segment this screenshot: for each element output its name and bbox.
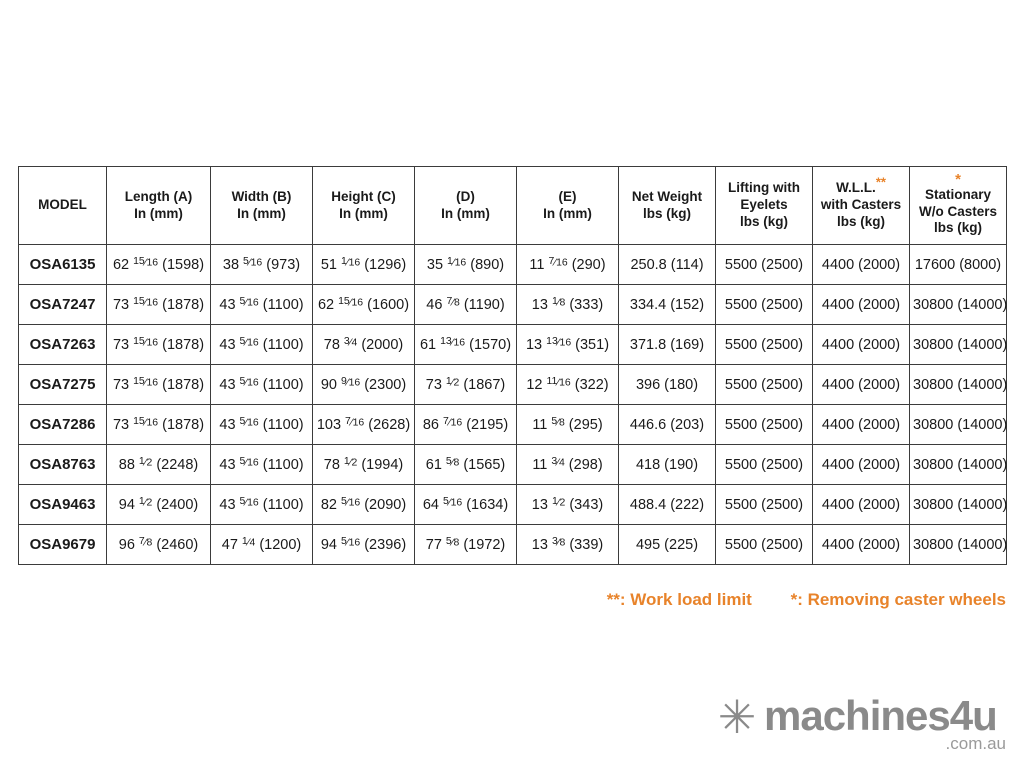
cell-e: 12 $^{11}$⁄16 (322) [517, 365, 619, 405]
table-row [19, 245, 1007, 285]
cell-length: 62 $^{15}$⁄16 (1598) [107, 245, 211, 285]
cell-net-weight: 495 (225) [619, 525, 716, 565]
header-line: Net Weight [631, 188, 703, 204]
header-line: W.L.L.** [836, 174, 886, 196]
column-header-stationary [910, 167, 1007, 245]
table-row [19, 365, 1007, 405]
cell-length: 88 $^1$⁄2 (2248) [107, 445, 211, 485]
cell-length: 96 $^7$⁄8 (2460) [107, 525, 211, 565]
cell-model: OSA7286 [19, 405, 107, 445]
column-header-wll-casters [813, 167, 910, 245]
cell-wll-casters: 4400 (2000) [813, 245, 910, 285]
cell-length: 73 $^{15}$⁄16 (1878) [107, 365, 211, 405]
cell-lifting-eyelets: 5500 (2500) [716, 445, 813, 485]
cell-wll-casters: 4400 (2000) [813, 405, 910, 445]
cell-net-weight: 488.4 (222) [619, 485, 716, 525]
cell-height: 103 $^7$⁄16 (2628) [313, 405, 415, 445]
cell-stationary: 30800 (14000) [910, 405, 1007, 445]
cell-length: 73 $^{15}$⁄16 (1878) [107, 405, 211, 445]
cell-width: 43 $^5$⁄16 (1100) [211, 405, 313, 445]
cell-d: 61 $^5$⁄8 (1565) [415, 445, 517, 485]
column-header-model [19, 167, 107, 245]
header-line: In (mm) [339, 205, 388, 221]
cell-height: 90 $^9$⁄16 (2300) [313, 365, 415, 405]
cell-height: 78 $^3$⁄4 (2000) [313, 325, 415, 365]
cell-model: OSA9679 [19, 525, 107, 565]
header-line: Lifting with [728, 180, 800, 196]
cell-net-weight: 334.4 (152) [619, 285, 716, 325]
column-header-net-weight [619, 167, 716, 245]
cell-model: OSA6135 [19, 245, 107, 285]
table-row [19, 445, 1007, 485]
cell-net-weight: 371.8 (169) [619, 325, 716, 365]
cell-width: 43 $^5$⁄16 (1100) [211, 445, 313, 485]
cell-height: 78 $^1$⁄2 (1994) [313, 445, 415, 485]
cell-model: OSA7263 [19, 325, 107, 365]
cell-d: 86 $^7$⁄16 (2195) [415, 405, 517, 445]
cell-net-weight: 446.6 (203) [619, 405, 716, 445]
header-line: with Casters [820, 197, 902, 213]
column-header-length [107, 167, 211, 245]
cell-e: 13 $^1$⁄2 (343) [517, 485, 619, 525]
cell-wll-casters: 4400 (2000) [813, 325, 910, 365]
header-line: (D) [456, 188, 475, 204]
header-line: Eyelets [740, 197, 788, 213]
table-row [19, 485, 1007, 525]
footnote-removing-caster-wheels: *: Removing caster wheels [790, 590, 1006, 609]
cell-height: 51 $^1$⁄16 (1296) [313, 245, 415, 285]
cell-stationary: 30800 (14000) [910, 325, 1007, 365]
header-line: MODEL [38, 197, 87, 213]
cell-stationary: 17600 (8000) [910, 245, 1007, 285]
cell-wll-casters: 4400 (2000) [813, 365, 910, 405]
header-line: Stationary [924, 186, 992, 202]
header-line: lbs (kg) [642, 205, 691, 221]
cell-net-weight: 250.8 (114) [619, 245, 716, 285]
header-line: In (mm) [441, 205, 490, 221]
header-line: Width (B) [231, 188, 292, 204]
cell-wll-casters: 4400 (2000) [813, 445, 910, 485]
header-line: Height (C) [331, 188, 396, 204]
cell-d: 46 $^7$⁄8 (1190) [415, 285, 517, 325]
header-line: In (mm) [237, 205, 286, 221]
cell-lifting-eyelets: 5500 (2500) [716, 485, 813, 525]
cell-lifting-eyelets: 5500 (2500) [716, 405, 813, 445]
logo-domain: .com.au [945, 734, 1006, 753]
cell-model: OSA7275 [19, 365, 107, 405]
cell-e: 11 $^7$⁄16 (290) [517, 245, 619, 285]
header-line: lbs (kg) [739, 213, 788, 229]
table-header-row [19, 167, 1007, 245]
header-line: In (mm) [134, 205, 183, 221]
header-line: lbs (kg) [836, 213, 885, 229]
column-header-d [415, 167, 517, 245]
table-row [19, 525, 1007, 565]
cell-e: 11 $^3$⁄4 (298) [517, 445, 619, 485]
cell-length: 73 $^{15}$⁄16 (1878) [107, 285, 211, 325]
column-header-lifting-eyelets [716, 167, 813, 245]
table-body [19, 245, 1007, 565]
footnote-marker-double-star: ** [875, 174, 886, 190]
cell-model: OSA9463 [19, 485, 107, 525]
column-header-e [517, 167, 619, 245]
cell-width: 47 $^1$⁄4 (1200) [211, 525, 313, 565]
cell-lifting-eyelets: 5500 (2500) [716, 245, 813, 285]
header-line: (E) [558, 188, 577, 204]
cell-wll-casters: 4400 (2000) [813, 285, 910, 325]
cell-length: 94 $^1$⁄2 (2400) [107, 485, 211, 525]
cell-lifting-eyelets: 5500 (2500) [716, 325, 813, 365]
cell-d: 61 $^{13}$⁄16 (1570) [415, 325, 517, 365]
cell-net-weight: 418 (190) [619, 445, 716, 485]
footnote-work-load-limit: **: Work load limit [606, 590, 752, 609]
header-line: In (mm) [543, 205, 592, 221]
cell-width: 43 $^5$⁄16 (1100) [211, 365, 313, 405]
cell-lifting-eyelets: 5500 (2500) [716, 365, 813, 405]
cell-d: 73 $^1$⁄2 (1867) [415, 365, 517, 405]
asterisk-icon: ✳ [717, 690, 757, 744]
cell-width: 38 $^5$⁄16 (973) [211, 245, 313, 285]
specifications-table [18, 166, 1007, 565]
cell-length: 73 $^{15}$⁄16 (1878) [107, 325, 211, 365]
table-row [19, 325, 1007, 365]
table-header [19, 167, 1007, 245]
logo-wordmark: machines4u [764, 692, 997, 739]
cell-d: 35 $^1$⁄16 (890) [415, 245, 517, 285]
table-row [19, 285, 1007, 325]
cell-stationary: 30800 (14000) [910, 525, 1007, 565]
cell-height: 82 $^5$⁄16 (2090) [313, 485, 415, 525]
cell-wll-casters: 4400 (2000) [813, 525, 910, 565]
header-line: Length (A) [124, 188, 193, 204]
cell-lifting-eyelets: 5500 (2500) [716, 285, 813, 325]
column-header-height [313, 167, 415, 245]
column-header-width [211, 167, 313, 245]
cell-stationary: 30800 (14000) [910, 365, 1007, 405]
cell-width: 43 $^5$⁄16 (1100) [211, 485, 313, 525]
machines4u-logo[interactable] [716, 690, 1008, 756]
cell-width: 43 $^5$⁄16 (1100) [211, 285, 313, 325]
spec-table-container [18, 166, 1006, 565]
cell-model: OSA8763 [19, 445, 107, 485]
header-line: W/o Casters [918, 203, 998, 219]
table-row [19, 405, 1007, 445]
cell-e: 13 $^3$⁄8 (339) [517, 525, 619, 565]
cell-stationary: 30800 (14000) [910, 485, 1007, 525]
footnotes [18, 590, 1006, 610]
cell-e: 11 $^5$⁄8 (295) [517, 405, 619, 445]
cell-d: 64 $^5$⁄16 (1634) [415, 485, 517, 525]
cell-width: 43 $^5$⁄16 (1100) [211, 325, 313, 365]
footnote-marker-star: * [955, 170, 961, 188]
header-line: lbs (kg) [933, 220, 982, 236]
cell-e: 13 $^1$⁄8 (333) [517, 285, 619, 325]
cell-d: 77 $^5$⁄8 (1972) [415, 525, 517, 565]
cell-model: OSA7247 [19, 285, 107, 325]
cell-wll-casters: 4400 (2000) [813, 485, 910, 525]
cell-height: 62 $^{15}$⁄16 (1600) [313, 285, 415, 325]
cell-stationary: 30800 (14000) [910, 445, 1007, 485]
cell-stationary: 30800 (14000) [910, 285, 1007, 325]
cell-net-weight: 396 (180) [619, 365, 716, 405]
cell-e: 13 $^{13}$⁄16 (351) [517, 325, 619, 365]
cell-height: 94 $^5$⁄16 (2396) [313, 525, 415, 565]
cell-lifting-eyelets: 5500 (2500) [716, 525, 813, 565]
